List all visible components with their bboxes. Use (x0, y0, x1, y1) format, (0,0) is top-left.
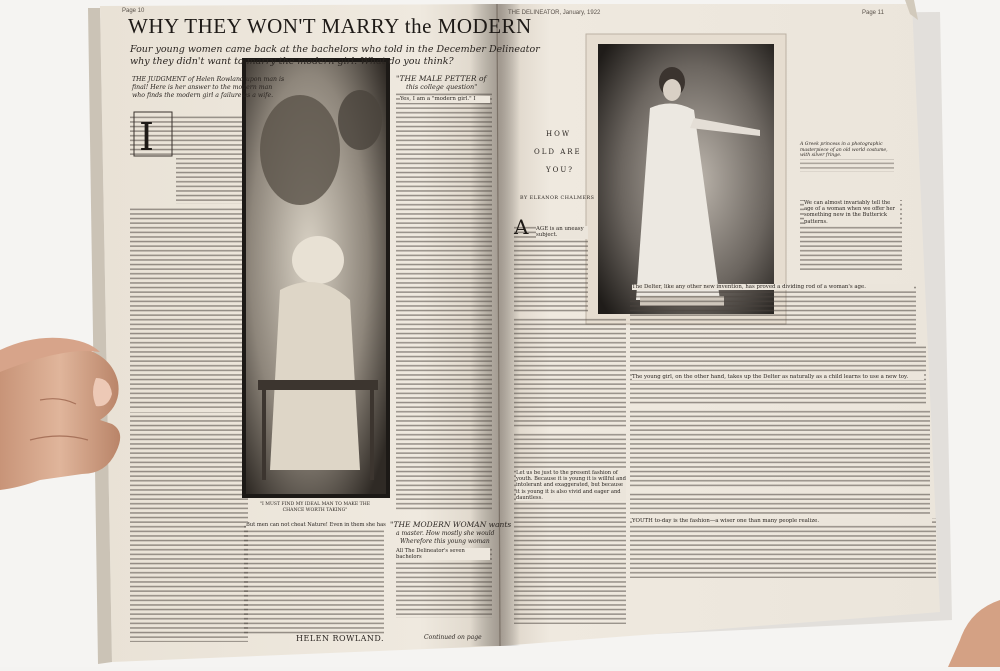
title-line-2: OLD ARE (534, 148, 582, 156)
intro-line-1: THE JUDGMENT of Helen Rowland upon man is (132, 76, 285, 83)
subhead-modern-woman-3: Wherefore this young woman (400, 538, 490, 545)
intro-line-2: final! Here is her answer to the modern man (132, 84, 273, 91)
byline: BY ELEANOR CHALMERS (520, 196, 595, 201)
svg-text:A: A (514, 215, 529, 239)
body-quote-2: All The Delineator's seven bachelors (396, 548, 490, 560)
para-delter: The Delter, like any other new invention, has proved a dividing rod of a woman's age. (632, 284, 914, 290)
subhead-modern-woman: "THE MODERN WOMAN wants (390, 520, 512, 529)
left-folio: Page 10 (122, 8, 145, 14)
para-young-girl: The young girl, on the other hand, takes up the Delter as naturally as a child learns to use a new toy. (632, 374, 924, 380)
svg-text:I: I (139, 115, 155, 159)
body-quote-3: But men can not cheat Nature! Even in them she has (246, 522, 386, 528)
intro-line-3: who finds the modern girl a failure as a wife. (132, 92, 274, 99)
body-quote-1: Yes, I am a "modern girl." I (400, 96, 490, 103)
subhead-modern-woman-2: a master. How mostly she would (396, 530, 495, 537)
sign-off: HELEN ROWLAND. (296, 634, 385, 643)
continued-note: Continued on page (424, 634, 482, 641)
right-running-head: THE DELINEATOR, January, 1922 (508, 10, 601, 16)
photo-caption: A Greek princess in a photographic masterpiece of an old world costume, with silver fringe. (800, 142, 894, 159)
para-we-can: We can almost invariably tell the age of a woman when we offer her something new in the Butterick patterns. (804, 200, 900, 225)
column2-heading: "THE MALE PETTER of (396, 74, 487, 83)
drop-cap-opening: AGE is an uneasy subject. (536, 226, 588, 239)
illustration-caption: "I MUST FIND MY IDEAL MAN TO MAKE THE CHANCE WORTH TAKING" (259, 502, 371, 513)
title-line-3: YOU? (546, 166, 575, 174)
deck-line-2: why they didn't want to marry the modern girl. What do you think? (130, 56, 454, 67)
deck-line-1: Four young women came back at the bachelors who told in the December Delineator (130, 44, 540, 55)
column2-subheading: this college question" (406, 83, 478, 91)
right-folio: Page 11 (862, 10, 884, 16)
para-fashion: Let us be just to the present fashion of youth. Because it is young it is willful and intolerant and exaggerated, but because it is young it is also vivid and eager and dauntless. (516, 470, 626, 501)
title-line-1: HOW (546, 130, 572, 138)
headline: WHY THEY WON'T MARRY the MODERN (128, 14, 532, 38)
para-youth: YOUTH to-day is the fashion—a wiser one than many people realize. (632, 518, 932, 524)
